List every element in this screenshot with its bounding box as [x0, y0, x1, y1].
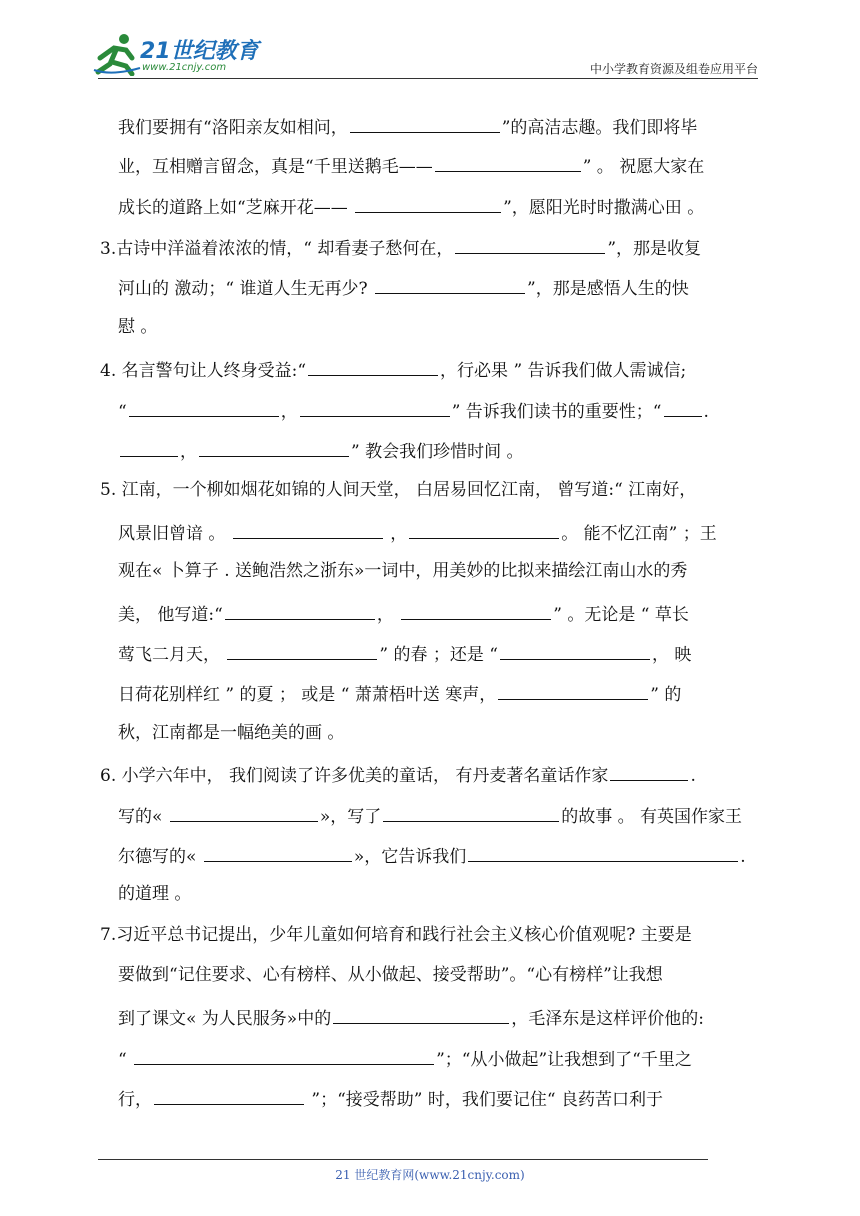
line-text: 到了课文« 为人民服务»中的	[118, 1009, 332, 1029]
line-text: 5. 江南，一个柳如烟花如锦的人间天堂， 白居易回忆江南， 曾写道:“ 江南好，	[100, 480, 697, 500]
logo	[92, 32, 272, 78]
line-text: 日荷花别样红 ” 的夏 ； 或是 “ 萧萧梧叶送 寒声，	[118, 685, 497, 705]
worksheet-line	[118, 520, 717, 545]
worksheet-line	[118, 1046, 692, 1071]
line-text: 风景旧曾谙 。	[118, 524, 231, 544]
line-text: ” 的春 ；还是 “	[379, 645, 498, 665]
fill-in-blank[interactable]	[664, 398, 702, 417]
fill-in-blank[interactable]	[333, 1005, 509, 1024]
line-text: 我们要拥有“洛阳亲友如相问，	[118, 118, 348, 138]
worksheet-line	[118, 601, 689, 626]
worksheet-line	[118, 275, 689, 300]
line-text: 的故事 。 有英国作家王	[561, 807, 743, 827]
header-divider	[98, 78, 758, 79]
page-header	[0, 0, 860, 80]
worksheet-line	[118, 398, 709, 423]
worksheet-line	[118, 883, 191, 905]
line-text: »，写了	[319, 807, 382, 827]
fill-in-blank[interactable]	[204, 843, 352, 862]
line-text: ” 教会我们珍惜时间 。	[351, 442, 524, 462]
line-text: ” 。无论是 “ 草长	[553, 605, 689, 625]
fill-in-blank[interactable]	[233, 520, 383, 539]
line-text: ”；“接受帮助” 时，我们要记住“ 良药苦口利于	[306, 1090, 663, 1110]
runner-logo-icon	[92, 32, 142, 76]
line-text: ”，那是感悟人生的快	[527, 279, 689, 299]
fill-in-blank[interactable]	[120, 438, 178, 457]
line-text: “	[118, 1050, 133, 1070]
worksheet-line	[118, 316, 157, 338]
line-text: 行，	[118, 1090, 152, 1110]
worksheet-line	[118, 641, 691, 666]
line-text: 河山的 激动；“ 谁道人生无再少?	[118, 279, 374, 299]
line-text: ” 。 祝愿大家在	[582, 157, 705, 177]
line-text: ” 的	[650, 685, 682, 705]
line-text: 的道理 。	[118, 884, 192, 904]
line-text: 。 能不忆江南” ；王	[561, 524, 717, 544]
line-text: 7.习近平总书记提出，少年儿童如何培育和践行社会主义核心价值观呢? 主要是	[100, 925, 692, 945]
line-text: .	[703, 402, 709, 422]
line-text: ，行必果 ” 告诉我们做人需诚信;	[440, 361, 687, 381]
line-text: ”的高洁志趣。我们即将毕	[501, 118, 698, 138]
fill-in-blank[interactable]	[225, 601, 375, 620]
line-text: 观在« 卜算子 . 送鲍浩然之浙东»一词中，用美妙的比拟来描绘江南山水的秀	[118, 561, 688, 581]
fill-in-blank[interactable]	[435, 153, 581, 172]
fill-in-blank[interactable]	[610, 762, 688, 781]
line-text: 3.古诗中洋溢着浓浓的情，“ 却看妻子愁何在，	[100, 239, 454, 259]
line-text: ”，愿阳光时时撒满心田 。	[503, 198, 705, 218]
fill-in-blank[interactable]	[227, 641, 377, 660]
worksheet-line	[118, 114, 697, 139]
line-text: 秋，江南都是一幅绝美的画 。	[118, 723, 345, 743]
worksheet-line	[118, 843, 746, 868]
fill-in-blank[interactable]	[154, 1086, 304, 1105]
fill-in-blank[interactable]	[350, 114, 500, 133]
line-text: ”，那是收复	[607, 239, 702, 259]
line-text: “	[118, 402, 127, 422]
line-text: ，	[280, 402, 298, 422]
worksheet-line	[118, 803, 742, 828]
line-text: ，	[384, 524, 408, 544]
worksheet-line	[118, 153, 704, 178]
fill-in-blank[interactable]	[468, 843, 738, 862]
logo-text: 21世纪教育	[140, 39, 259, 64]
worksheet-line	[118, 1005, 704, 1030]
worksheet-line	[118, 964, 663, 986]
footer-divider	[98, 1159, 708, 1160]
fill-in-blank[interactable]	[355, 194, 501, 213]
fill-in-blank[interactable]	[375, 275, 525, 294]
fill-in-blank[interactable]	[199, 438, 349, 457]
fill-in-blank[interactable]	[409, 520, 559, 539]
line-text: 6. 小学六年中， 我们阅读了许多优美的童话， 有丹麦著名童话作家	[100, 766, 609, 786]
line-text: 尔德写的«	[118, 847, 202, 867]
line-text: ” 告诉我们读书的重要性；“	[451, 402, 662, 422]
line-text: 4. 名言警句让人终身受益:“	[100, 361, 307, 381]
fill-in-blank[interactable]	[170, 803, 318, 822]
line-text: ， 映	[652, 645, 692, 665]
line-text: ，毛泽东是这样评价他的:	[511, 1009, 704, 1029]
worksheet-line	[100, 479, 696, 501]
worksheet-line	[100, 235, 701, 260]
worksheet-line	[118, 194, 704, 219]
line-text: 美， 他写道:“	[118, 605, 223, 625]
line-text: 慰 。	[118, 317, 158, 337]
footer-text: 21 世纪教育网(www.21cnjy.com)	[335, 1168, 525, 1182]
fill-in-blank[interactable]	[498, 681, 648, 700]
worksheet-line	[118, 681, 681, 706]
line-text: .	[690, 766, 696, 786]
worksheet-line	[118, 438, 524, 463]
line-text: 业，互相赠言留念，真是“千里送鹅毛——	[118, 157, 433, 177]
fill-in-blank[interactable]	[383, 803, 559, 822]
fill-in-blank[interactable]	[455, 235, 605, 254]
line-text: 成长的道路上如“芝麻开花——	[118, 198, 354, 218]
worksheet-line	[100, 357, 686, 382]
line-text: ，	[180, 442, 197, 462]
platform-title: 中小学教育资源及组卷应用平台	[589, 62, 758, 76]
logo-url: www.21cnjy.com	[142, 62, 227, 73]
worksheet-line	[118, 722, 344, 744]
line-text: ，	[376, 605, 400, 625]
fill-in-blank[interactable]	[500, 641, 650, 660]
line-text: 要做到“记住要求、心有榜样、从小做起、接受帮助”。“心有榜样”让我想	[118, 965, 663, 985]
line-text: »，它告诉我们	[353, 847, 467, 867]
line-text: 莺飞二月天，	[118, 645, 226, 665]
worksheet-line	[118, 1086, 663, 1111]
line-text: ”；“从小做起”让我想到了“千里之	[436, 1050, 692, 1070]
fill-in-blank[interactable]	[129, 398, 279, 417]
fill-in-blank[interactable]	[134, 1046, 434, 1065]
worksheet-line	[100, 762, 696, 787]
worksheet-line	[100, 924, 692, 946]
fill-in-blank[interactable]	[308, 357, 438, 376]
fill-in-blank[interactable]	[300, 398, 450, 417]
fill-in-blank[interactable]	[401, 601, 551, 620]
worksheet-line	[118, 560, 687, 582]
line-text: 写的«	[118, 807, 168, 827]
line-text: .	[740, 847, 746, 867]
